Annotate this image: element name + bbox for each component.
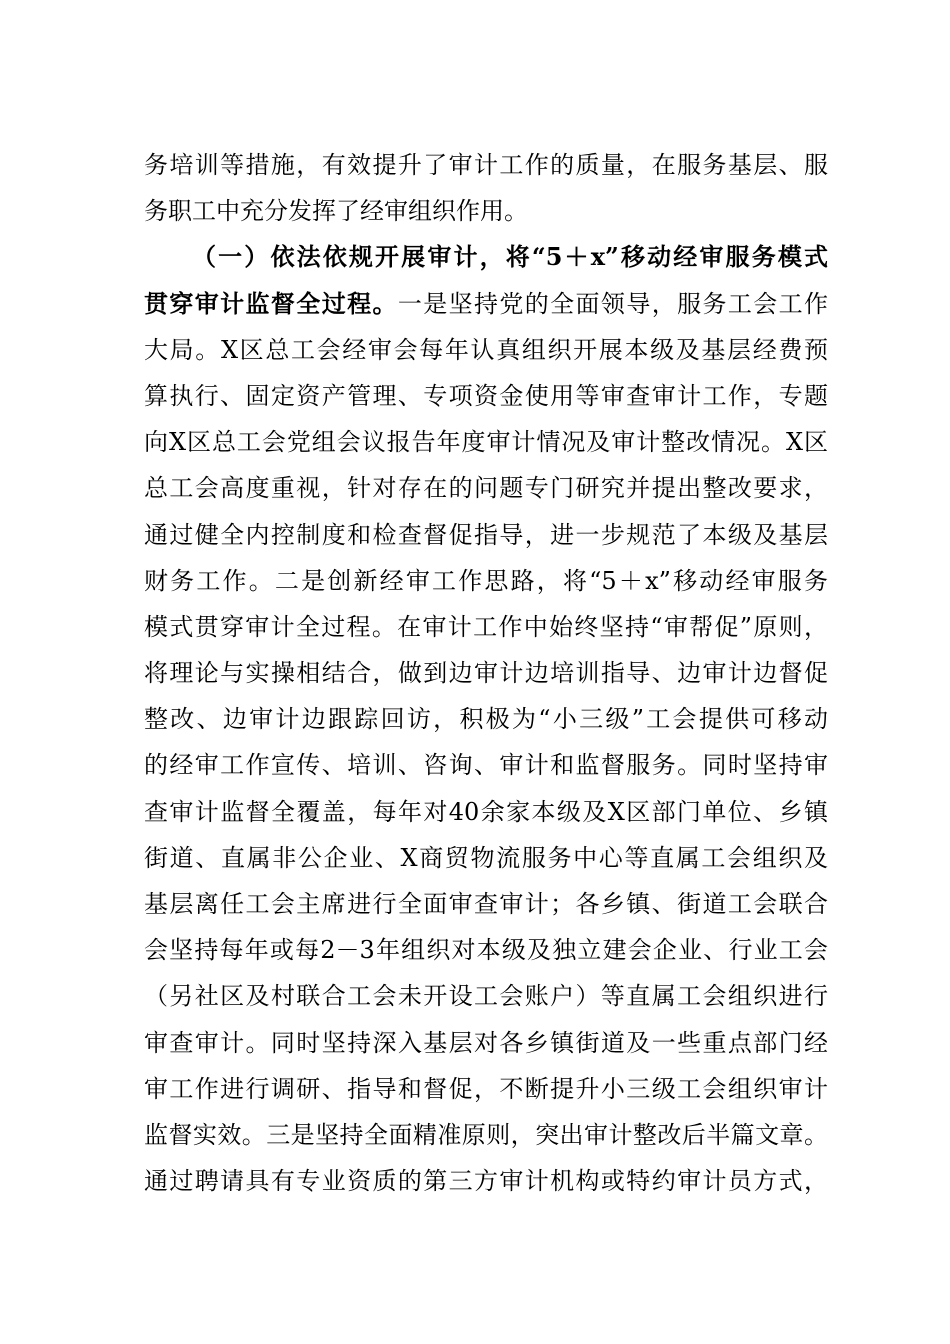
text-line: 整改、边审计边跟踪回访，积极为“小三级”工会提供可移动: [144, 705, 828, 734]
text-line: 总工会高度重视，针对存在的问题专门研究并提出整改要求，: [144, 474, 828, 503]
text-line: 审工作进行调研、指导和督促，不断提升小三级工会组织审计: [144, 1074, 828, 1103]
text-line: 通过聘请具有专业资质的第三方审计机构或特约审计员方式，: [144, 1167, 828, 1196]
text-line: 将理论与实操相结合，做到边审计边培训指导、边审计边督促: [144, 659, 828, 688]
text-line: 审查审计。同时坚持深入基层对各乡镇街道及一些重点部门经: [144, 1028, 828, 1057]
text-line: 监督实效。三是坚持全面精准原则，突出审计整改后半篇文章。: [144, 1120, 828, 1149]
text-line: 的经审工作宣传、培训、咨询、审计和监督服务。同时坚持审: [144, 751, 828, 780]
text-line: 会坚持每年或每2－3年组织对本级及独立建会企业、行业工会: [144, 936, 828, 965]
text-line: 向X区总工会党组会议报告年度审计情况及审计整改情况。X区: [144, 428, 828, 457]
text-line: 务培训等措施，有效提升了审计工作的质量，在服务基层、服: [144, 151, 828, 179]
text-line: 模式贯穿审计全过程。在审计工作中始终坚持“审帮促”原则，: [144, 612, 828, 641]
text-line: 街道、直属非公企业、X商贸物流服务中心等直属工会组织及: [144, 843, 828, 872]
section-heading-tail: 贯穿审计监督全过程。: [144, 288, 398, 318]
text-line: 务职工中充分发挥了经审组织作用。: [144, 197, 528, 226]
text-line: 财务工作。二是创新经审工作思路，将“5＋x”移动经审服务: [144, 566, 828, 595]
text-line: [144, 281, 828, 327]
body-text: [144, 142, 828, 1204]
text-line: 大局。X区总工会经审会每年认真组织开展本级及基层经费预: [144, 335, 828, 364]
text-line: 基层离任工会主席进行全面审查审计；各乡镇、街道工会联合: [144, 890, 828, 918]
text-line: 通过健全内控制度和检查督促指导，进一步规范了本级及基层: [144, 520, 828, 549]
section-heading-line: （一）依法依规开展审计，将“5＋x”移动经审服务模式: [192, 242, 828, 272]
text-fragment: 一是坚持党的全面领导，服务工会工作: [397, 289, 829, 318]
text-line: 查审计监督全覆盖，每年对40余家本级及X区部门单位、乡镇: [144, 797, 828, 826]
text-line: （另社区及村联合工会未开设工会账户）等直属工会组织进行: [144, 982, 828, 1011]
text-line: 算执行、固定资产管理、专项资金使用等审查审计工作，专题: [144, 381, 828, 410]
